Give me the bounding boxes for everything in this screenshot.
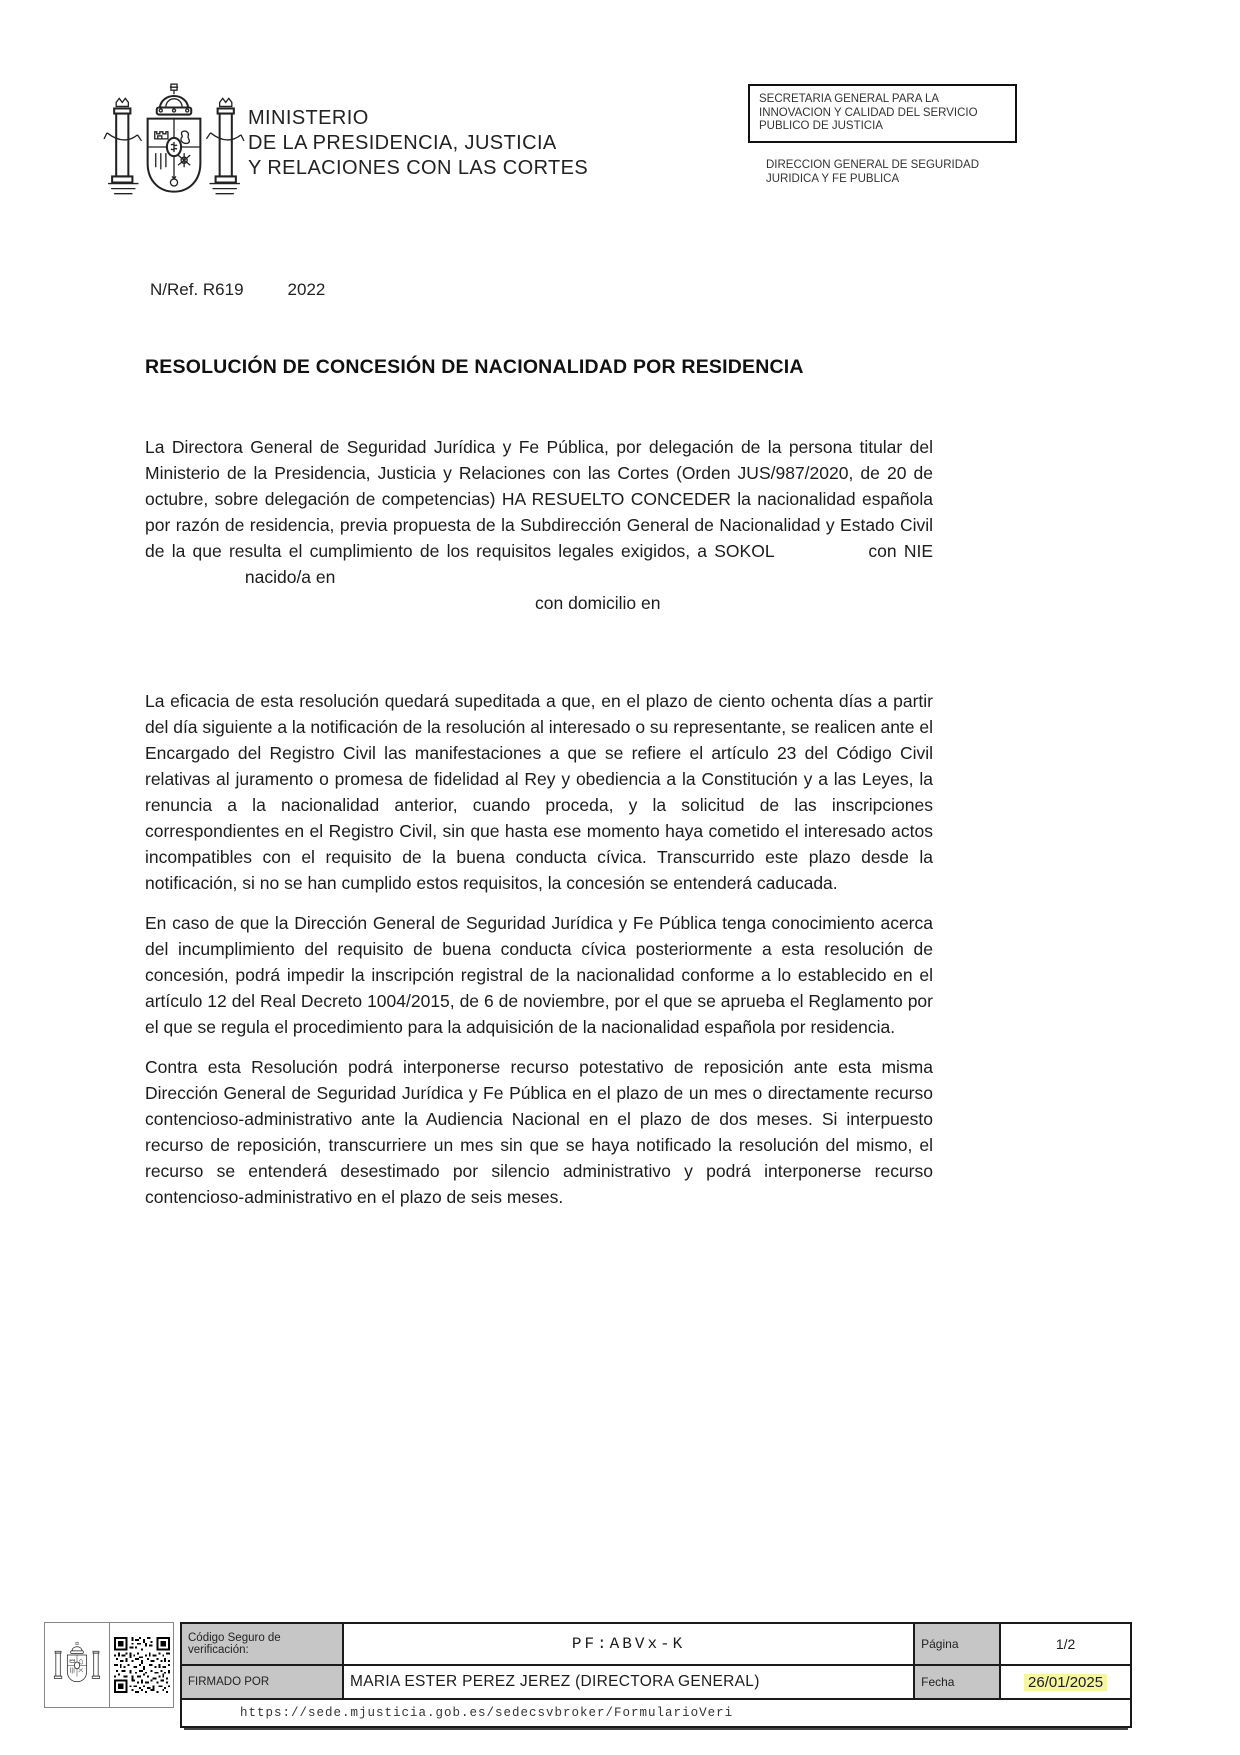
domicile-line: con domicilio en (535, 593, 661, 613)
page-value: 1/2 (1000, 1623, 1131, 1665)
redacted-name-gap (781, 556, 861, 557)
ministry-line-3: Y RELACIONES CON LAS CORTES (248, 157, 589, 179)
date-label: Fecha (914, 1665, 1000, 1699)
reference-number: N/Ref. R619 (150, 280, 244, 299)
coat-of-arms-icon (103, 80, 245, 212)
paragraph-effectiveness: La eficacia de esta resolución quedará supeditada a que, en el plazo de ciento ochenta días a partir del día siguiente a la notificación de la resolución al interesado o su representante, se realicen ante el Encargado del Registro Civil las manifestaciones a que se refiere el artículo 23 del Código Civil relativas al juramento o promesa de fidelidad al Rey y obediencia a la Constitución y a las Leyes, la renuncia a la nacionalidad anterior, cuando proceda, y la solicitud de las inscripciones correspondientes en el Registro Civil, sin que hasta ese momento haya cometido el interesado actos incompatibles con el requisito de la buena conducta cívica. Transcurrido este plazo desde la notificación, si no se han cumplido estos requisitos, la concesión se entenderá caducada. (145, 691, 934, 893)
url-row (181, 1699, 1131, 1727)
page-label: Página (914, 1623, 1000, 1665)
verification-table (180, 1622, 1132, 1728)
ministry-name (248, 106, 588, 181)
signed-row (181, 1665, 1131, 1699)
footer-coat-of-arms-icon (44, 1622, 110, 1708)
direccion-general-label: DIRECCION GENERAL DE SEGURIDAD JURIDICA Y FE PUBLICA (766, 159, 979, 185)
paragraph-appeal: Contra esta Resolución podrá interponerse recurso potestativo de reposición ante esta misma Dirección General de Seguridad Jurídica y Fe Pública en el plazo de un mes o directamente recurso contencioso-administrativo ante la Audiencia Nacional en el plazo de dos meses. Si interpuesto recurso de reposición, transcurriere un mes sin que se haya notificado la resolución del mismo, el recurso se entenderá desestimado por silencio administrativo y podrá interponerse recurso contencioso-administrativo en el plazo de seis meses. (145, 1057, 933, 1207)
csv-row (181, 1623, 1131, 1665)
nie-label: con NIE (868, 541, 933, 561)
verification-url: https://sede.mjusticia.gob.es/sedecsvbroker/FormularioVeri (181, 1699, 1131, 1727)
reference-year: 2022 (287, 280, 326, 299)
csv-label: Código Seguro de verificación: (181, 1623, 343, 1665)
reference-line (150, 280, 325, 300)
secretaria-general-box: SECRETARIA GENERAL PARA LA INNOVACION Y CALIDAD DEL SERVICIO PUBLICO DE JUSTICIA (748, 84, 1017, 143)
ministry-line-1: MINISTERIO (248, 107, 369, 129)
signed-by-value: MARIA ESTER PEREZ JEREZ (DIRECTORA GENERAL) (343, 1665, 914, 1699)
document-title: RESOLUCIÓN DE CONCESIÓN DE NACIONALIDAD POR RESIDENCIA (145, 356, 804, 378)
date-value-cell (1000, 1665, 1131, 1699)
grant-text: La Directora General de Seguridad Jurídica y Fe Pública, por delegación de la persona titular del Ministerio de la Presidencia, Justicia y Relaciones con las Cortes (Orden JUS/987/2020, de 20 de octubre, sobre delegación de competencias) HA RESUELTO CONCEDER la nacionalidad española por razón de residencia, previa propuesta de la Subdirección General de Nacionalidad y Estado Civil de la que resulta el cumplimiento de los requisitos legales exigidos, a SOKOL (145, 437, 933, 561)
qr-code (110, 1622, 174, 1708)
date-value: 26/01/2025 (1024, 1674, 1107, 1691)
paragraph-grant (145, 434, 933, 590)
paragraph-conduct: En caso de que la Dirección General de Seguridad Jurídica y Fe Pública tenga conocimiento acerca del incumplimiento del requisito de buena conducta cívica posteriormente a esta resolución de concesión, podrá impedir la inscripción registral de la nacionalidad conforme a lo establecido en el artículo 12 del Real Decreto 1004/2015, de 6 de noviembre, por el que se aprueba el Reglamento por el que se regula el procedimiento para la adquisición de la nacionalidad española por residencia. (145, 913, 933, 1037)
csv-value: PF:ABVx-K (343, 1623, 914, 1665)
signed-by-label: FIRMADO POR (181, 1665, 343, 1699)
birthplace-label: nacido/a en (244, 567, 336, 587)
document-body (145, 434, 933, 1224)
redacted-nie-gap (145, 582, 240, 583)
ministry-line-2: DE LA PRESIDENCIA, JUSTICIA (248, 132, 557, 154)
verification-footer (44, 1622, 1132, 1728)
